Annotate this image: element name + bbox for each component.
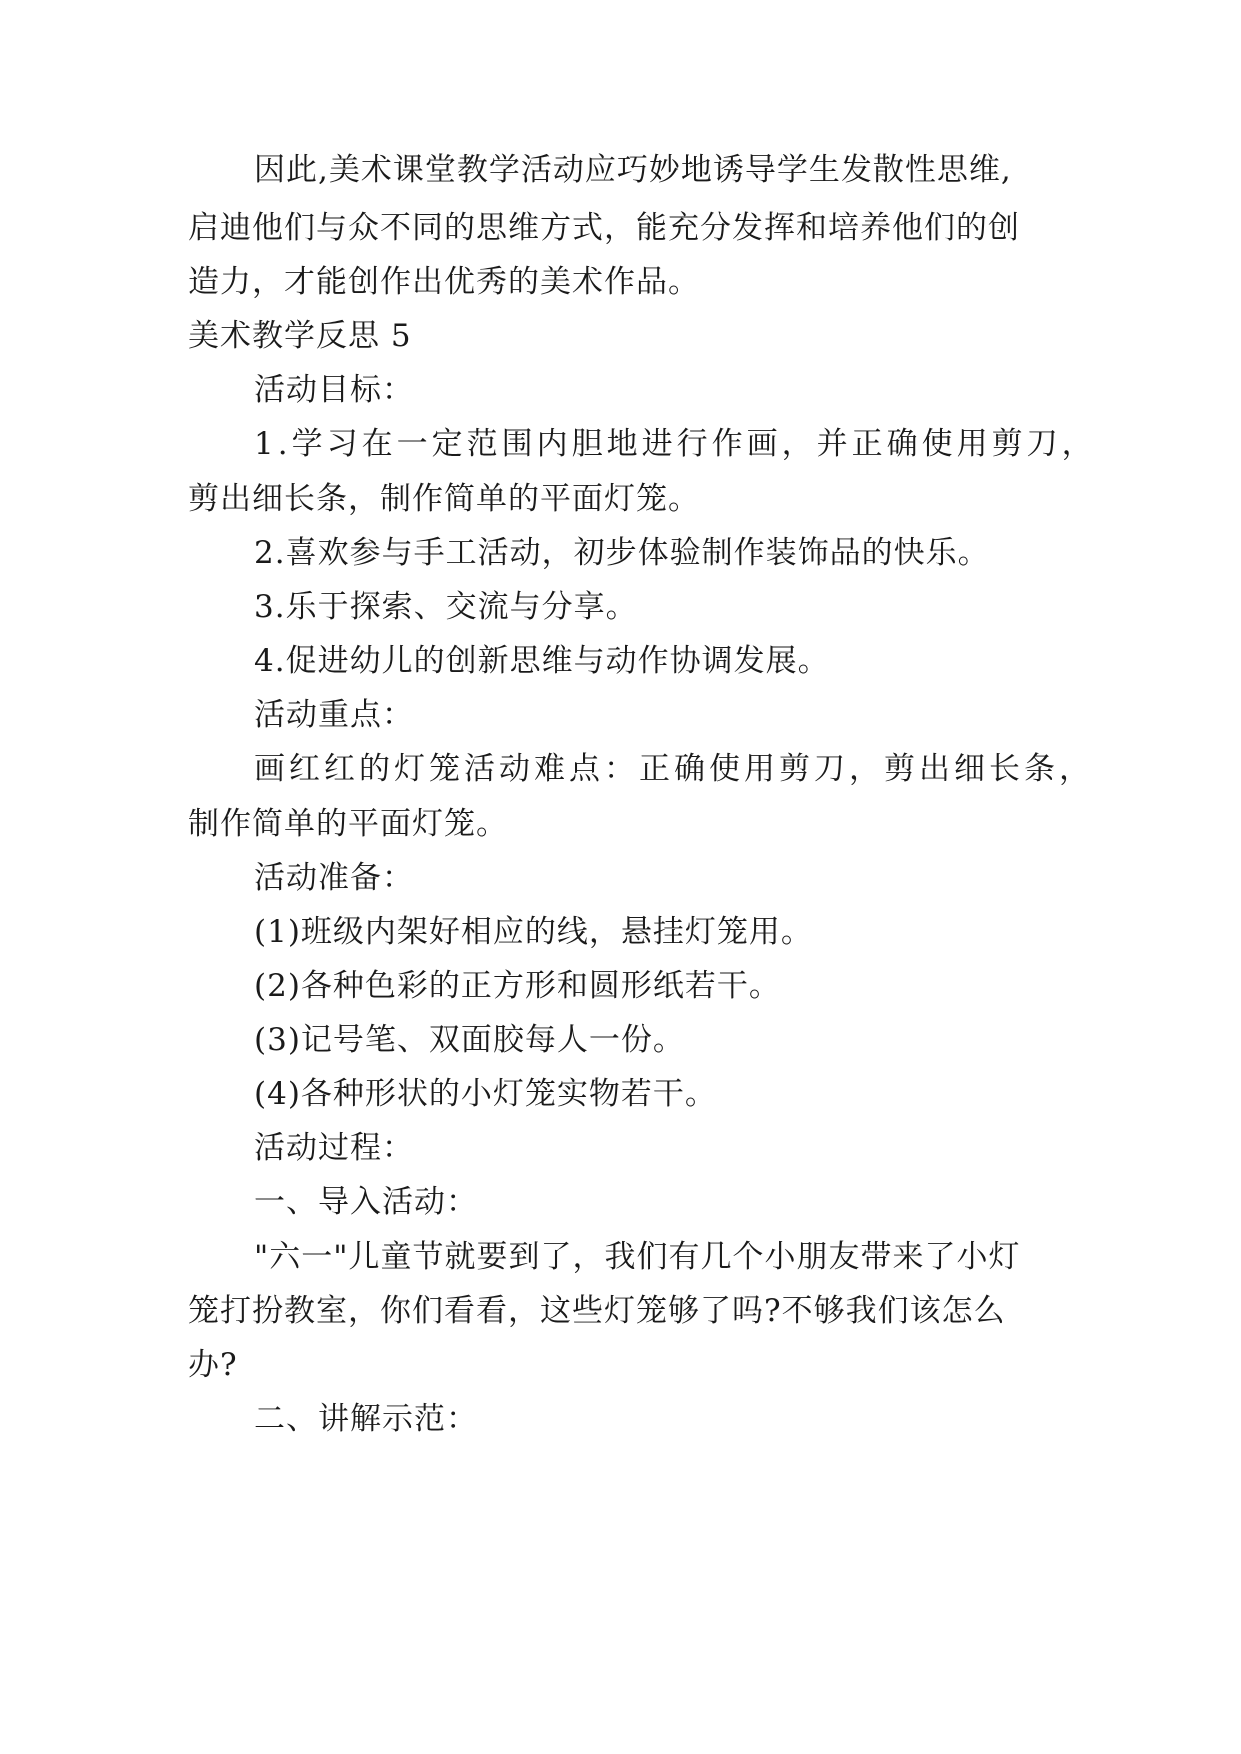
paragraph-line: (2)各种色彩的正方形和圆形纸若干。 bbox=[254, 968, 781, 1004]
paragraph-line: (4)各种形状的小灯笼实物若干。 bbox=[254, 1076, 717, 1112]
paragraph-line: 1.学习在一定范围内胆地进行作画，并正确使用剪刀， bbox=[254, 426, 1097, 462]
paragraph-line: 因此,美术课堂教学活动应巧妙地诱导学生发散性思维, bbox=[254, 152, 1012, 188]
paragraph-line: 办? bbox=[188, 1347, 238, 1383]
paragraph-line: "六一"儿童节就要到了，我们有几个小朋友带来了小灯 bbox=[254, 1239, 1021, 1275]
paragraph-line: 一、导入活动： bbox=[254, 1184, 478, 1220]
paragraph-line: 活动重点： bbox=[254, 697, 414, 733]
paragraph-line: 笼打扮教室，你们看看，这些灯笼够了吗?不够我们该怎么 bbox=[188, 1293, 1006, 1329]
paragraph-line: 4.促进幼儿的创新思维与动作协调发展。 bbox=[254, 643, 830, 679]
paragraph-line: 活动准备： bbox=[254, 860, 414, 896]
paragraph-line: 活动过程： bbox=[254, 1130, 414, 1166]
paragraph-line: 3.乐于探索、交流与分享。 bbox=[254, 589, 638, 625]
paragraph-line: (3)记号笔、双面胶每人一份。 bbox=[254, 1022, 685, 1058]
paragraph-line: 启迪他们与众不同的思维方式，能充分发挥和培养他们的创 bbox=[188, 210, 1020, 246]
paragraph-line: 活动目标： bbox=[254, 372, 414, 408]
paragraph-line: 剪出细长条，制作简单的平面灯笼。 bbox=[188, 481, 700, 517]
paragraph-line: (1)班级内架好相应的线，悬挂灯笼用。 bbox=[254, 914, 813, 950]
section-heading: 美术教学反思 5 bbox=[188, 318, 412, 354]
paragraph-line: 造力，才能创作出优秀的美术作品。 bbox=[188, 264, 700, 300]
paragraph-line: 2.喜欢参与手工活动，初步体验制作装饰品的快乐。 bbox=[254, 535, 990, 571]
paragraph-line: 二、讲解示范： bbox=[254, 1401, 478, 1437]
paragraph-line: 画红红的灯笼活动难点：正确使用剪刀，剪出细长条， bbox=[254, 751, 1094, 787]
paragraph-line: 制作简单的平面灯笼。 bbox=[188, 806, 508, 842]
